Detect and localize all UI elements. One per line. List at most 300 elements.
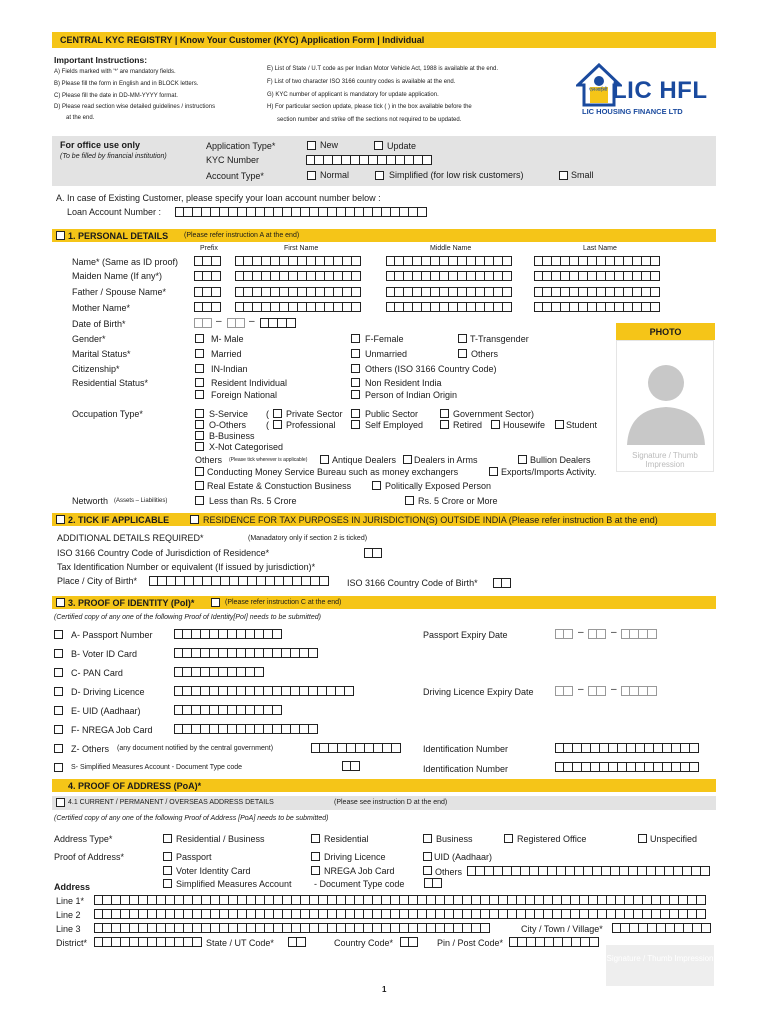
char-box[interactable] — [229, 895, 238, 905]
foreign-checkbox[interactable] — [195, 390, 204, 399]
char-box[interactable] — [166, 937, 175, 947]
char-box[interactable] — [194, 576, 203, 586]
char-box[interactable] — [192, 629, 201, 639]
char-box[interactable] — [157, 909, 166, 919]
poa-others-checkbox[interactable] — [423, 866, 432, 875]
char-box[interactable] — [373, 909, 382, 919]
char-box[interactable] — [436, 923, 445, 933]
poa-dl-checkbox[interactable] — [311, 852, 320, 861]
char-box[interactable] — [364, 207, 373, 217]
char-box[interactable] — [201, 667, 210, 677]
char-box[interactable] — [405, 155, 414, 165]
char-box[interactable] — [284, 576, 293, 586]
char-box[interactable] — [485, 866, 494, 876]
char-box[interactable] — [343, 302, 352, 312]
char-box[interactable] — [369, 155, 378, 165]
char-box[interactable] — [467, 256, 476, 266]
occ-retired-checkbox[interactable] — [440, 420, 449, 429]
char-box[interactable] — [94, 923, 103, 933]
char-box[interactable] — [607, 895, 616, 905]
char-box[interactable] — [139, 909, 148, 919]
char-box[interactable] — [300, 724, 309, 734]
char-box[interactable] — [274, 207, 283, 217]
char-box[interactable] — [534, 271, 543, 281]
char-box[interactable] — [112, 909, 121, 919]
char-box[interactable] — [543, 302, 552, 312]
char-box[interactable] — [436, 909, 445, 919]
char-box[interactable] — [629, 866, 638, 876]
char-box[interactable] — [602, 866, 611, 876]
char-box[interactable] — [647, 866, 656, 876]
pep-checkbox[interactable] — [372, 481, 381, 490]
char-box[interactable] — [329, 743, 338, 753]
char-box[interactable] — [413, 271, 422, 281]
char-box[interactable] — [238, 207, 247, 217]
char-box[interactable] — [316, 287, 325, 297]
arms-checkbox[interactable] — [403, 455, 412, 464]
char-box[interactable] — [579, 271, 588, 281]
char-box[interactable] — [316, 256, 325, 266]
char-box[interactable] — [396, 155, 405, 165]
prefix-boxes[interactable] — [194, 287, 221, 297]
char-box[interactable] — [193, 923, 202, 933]
char-box[interactable] — [287, 318, 296, 328]
char-box[interactable] — [467, 302, 476, 312]
char-box[interactable] — [271, 302, 280, 312]
char-box[interactable] — [220, 909, 229, 919]
char-box[interactable] — [184, 207, 193, 217]
char-box[interactable] — [229, 207, 238, 217]
address-line1-boxes[interactable] — [94, 895, 706, 905]
char-box[interactable] — [194, 318, 203, 328]
char-box[interactable] — [485, 271, 494, 281]
char-box[interactable] — [203, 287, 212, 297]
char-box[interactable] — [663, 743, 672, 753]
char-box[interactable] — [543, 271, 552, 281]
char-box[interactable] — [273, 686, 282, 696]
char-box[interactable] — [642, 256, 651, 266]
dl-expiry-year[interactable] — [621, 686, 657, 696]
char-box[interactable] — [266, 576, 275, 586]
char-box[interactable] — [309, 648, 318, 658]
char-box[interactable] — [273, 724, 282, 734]
char-box[interactable] — [298, 287, 307, 297]
char-box[interactable] — [219, 705, 228, 715]
char-box[interactable] — [545, 937, 554, 947]
char-box[interactable] — [244, 271, 253, 281]
char-box[interactable] — [634, 909, 643, 919]
occ-business-checkbox[interactable] — [195, 431, 204, 440]
char-box[interactable] — [485, 256, 494, 266]
char-box[interactable] — [618, 743, 627, 753]
char-box[interactable] — [503, 271, 512, 281]
last-name-boxes[interactable] — [534, 302, 660, 312]
char-box[interactable] — [235, 302, 244, 312]
char-box[interactable] — [193, 937, 202, 947]
char-box[interactable] — [184, 909, 193, 919]
char-box[interactable] — [620, 866, 629, 876]
address-line2-boxes[interactable] — [94, 909, 706, 919]
poi-checkbox[interactable] — [56, 598, 65, 607]
char-box[interactable] — [633, 256, 642, 266]
char-box[interactable] — [467, 271, 476, 281]
char-box[interactable] — [238, 909, 247, 919]
char-box[interactable] — [212, 271, 221, 281]
char-box[interactable] — [590, 937, 599, 947]
dl-expiry-day[interactable] — [555, 686, 573, 696]
char-box[interactable] — [343, 256, 352, 266]
char-box[interactable] — [588, 629, 597, 639]
char-box[interactable] — [255, 648, 264, 658]
char-box[interactable] — [597, 629, 606, 639]
char-box[interactable] — [535, 895, 544, 905]
char-box[interactable] — [334, 271, 343, 281]
district-boxes[interactable] — [94, 937, 202, 947]
char-box[interactable] — [333, 155, 342, 165]
char-box[interactable] — [174, 629, 183, 639]
char-box[interactable] — [661, 909, 670, 919]
char-box[interactable] — [690, 743, 699, 753]
char-box[interactable] — [301, 207, 310, 217]
char-box[interactable] — [265, 909, 274, 919]
char-box[interactable] — [526, 909, 535, 919]
char-box[interactable] — [490, 909, 499, 919]
citizenship-others-checkbox[interactable] — [351, 364, 360, 373]
char-box[interactable] — [693, 923, 702, 933]
char-box[interactable] — [337, 895, 346, 905]
char-box[interactable] — [307, 256, 316, 266]
char-box[interactable] — [246, 686, 255, 696]
char-box[interactable] — [639, 923, 648, 933]
char-box[interactable] — [555, 762, 564, 772]
char-box[interactable] — [364, 548, 373, 558]
occ-professional-checkbox[interactable] — [273, 420, 282, 429]
money-bureau-checkbox[interactable] — [195, 467, 204, 476]
char-box[interactable] — [291, 648, 300, 658]
char-box[interactable] — [315, 155, 324, 165]
char-box[interactable] — [183, 705, 192, 715]
char-box[interactable] — [262, 271, 271, 281]
char-box[interactable] — [382, 923, 391, 933]
char-box[interactable] — [391, 895, 400, 905]
char-box[interactable] — [652, 909, 661, 919]
char-box[interactable] — [630, 629, 639, 639]
char-box[interactable] — [638, 866, 647, 876]
char-box[interactable] — [555, 629, 564, 639]
char-box[interactable] — [130, 937, 139, 947]
char-box[interactable] — [271, 271, 280, 281]
char-box[interactable] — [535, 909, 544, 919]
char-box[interactable] — [651, 271, 660, 281]
char-box[interactable] — [244, 287, 253, 297]
char-box[interactable] — [409, 923, 418, 933]
char-box[interactable] — [564, 743, 573, 753]
char-box[interactable] — [454, 923, 463, 933]
char-box[interactable] — [588, 302, 597, 312]
char-box[interactable] — [319, 909, 328, 919]
marital-others-checkbox[interactable] — [458, 349, 467, 358]
poi-id-number-boxes[interactable] — [555, 743, 699, 753]
last-name-boxes[interactable] — [534, 256, 660, 266]
char-box[interactable] — [202, 923, 211, 933]
char-box[interactable] — [374, 743, 383, 753]
char-box[interactable] — [395, 302, 404, 312]
char-box[interactable] — [382, 895, 391, 905]
char-box[interactable] — [651, 287, 660, 297]
char-box[interactable] — [282, 686, 291, 696]
char-box[interactable] — [325, 271, 334, 281]
char-box[interactable] — [493, 578, 502, 588]
dob-day-boxes[interactable] — [194, 318, 212, 328]
char-box[interactable] — [400, 207, 409, 217]
char-box[interactable] — [264, 629, 273, 639]
poi-passport-checkbox[interactable] — [54, 630, 63, 639]
char-box[interactable] — [579, 302, 588, 312]
char-box[interactable] — [210, 667, 219, 677]
char-box[interactable] — [201, 686, 210, 696]
char-box[interactable] — [552, 302, 561, 312]
char-box[interactable] — [194, 302, 203, 312]
char-box[interactable] — [606, 256, 615, 266]
char-box[interactable] — [588, 287, 597, 297]
char-box[interactable] — [494, 287, 503, 297]
citizenship-indian-checkbox[interactable] — [195, 364, 204, 373]
poi-simplified-boxes[interactable] — [342, 761, 360, 771]
middle-name-boxes[interactable] — [386, 256, 512, 266]
char-box[interactable] — [502, 578, 511, 588]
char-box[interactable] — [418, 923, 427, 933]
char-box[interactable] — [309, 724, 318, 734]
poi-others-checkbox[interactable] — [54, 744, 63, 753]
char-box[interactable] — [382, 207, 391, 217]
char-box[interactable] — [548, 866, 557, 876]
char-box[interactable] — [264, 724, 273, 734]
char-box[interactable] — [228, 686, 237, 696]
poa-uid-checkbox[interactable] — [423, 852, 432, 861]
char-box[interactable] — [365, 743, 374, 753]
occ-service-checkbox[interactable] — [195, 409, 204, 418]
char-box[interactable] — [328, 923, 337, 933]
char-box[interactable] — [246, 724, 255, 734]
char-box[interactable] — [561, 302, 570, 312]
char-box[interactable] — [508, 909, 517, 919]
char-box[interactable] — [679, 909, 688, 919]
char-box[interactable] — [212, 302, 221, 312]
char-box[interactable] — [575, 866, 584, 876]
networth-less-checkbox[interactable] — [195, 496, 204, 505]
char-box[interactable] — [264, 705, 273, 715]
poi-title-checkbox[interactable] — [211, 598, 220, 607]
char-box[interactable] — [246, 648, 255, 658]
char-box[interactable] — [121, 923, 130, 933]
char-box[interactable] — [609, 762, 618, 772]
char-box[interactable] — [121, 895, 130, 905]
char-box[interactable] — [386, 287, 395, 297]
char-box[interactable] — [609, 743, 618, 753]
poi-voter-boxes[interactable] — [174, 648, 318, 658]
char-box[interactable] — [289, 287, 298, 297]
char-box[interactable] — [611, 866, 620, 876]
char-box[interactable] — [579, 287, 588, 297]
char-box[interactable] — [307, 287, 316, 297]
char-box[interactable] — [283, 207, 292, 217]
char-box[interactable] — [342, 155, 351, 165]
char-box[interactable] — [239, 576, 248, 586]
char-box[interactable] — [564, 686, 573, 696]
char-box[interactable] — [476, 271, 485, 281]
char-box[interactable] — [148, 895, 157, 905]
char-box[interactable] — [158, 576, 167, 586]
char-box[interactable] — [148, 937, 157, 947]
char-box[interactable] — [220, 895, 229, 905]
char-box[interactable] — [612, 923, 621, 933]
poa-doc-type-boxes[interactable] — [424, 878, 442, 888]
char-box[interactable] — [298, 302, 307, 312]
char-box[interactable] — [476, 256, 485, 266]
char-box[interactable] — [280, 302, 289, 312]
char-box[interactable] — [553, 895, 562, 905]
char-box[interactable] — [139, 923, 148, 933]
char-box[interactable] — [391, 909, 400, 919]
char-box[interactable] — [237, 629, 246, 639]
char-box[interactable] — [149, 576, 158, 586]
last-name-boxes[interactable] — [534, 287, 660, 297]
char-box[interactable] — [355, 909, 364, 919]
char-box[interactable] — [588, 686, 597, 696]
char-box[interactable] — [248, 576, 257, 586]
char-box[interactable] — [539, 866, 548, 876]
char-box[interactable] — [672, 743, 681, 753]
char-box[interactable] — [253, 302, 262, 312]
char-box[interactable] — [679, 895, 688, 905]
dl-expiry-month[interactable] — [588, 686, 606, 696]
char-box[interactable] — [701, 866, 710, 876]
char-box[interactable] — [573, 762, 582, 772]
char-box[interactable] — [328, 207, 337, 217]
char-box[interactable] — [298, 256, 307, 266]
char-box[interactable] — [262, 256, 271, 266]
char-box[interactable] — [355, 923, 364, 933]
char-box[interactable] — [645, 743, 654, 753]
char-box[interactable] — [472, 895, 481, 905]
char-box[interactable] — [661, 895, 670, 905]
char-box[interactable] — [183, 686, 192, 696]
char-box[interactable] — [395, 256, 404, 266]
char-box[interactable] — [499, 895, 508, 905]
char-box[interactable] — [378, 155, 387, 165]
char-box[interactable] — [431, 271, 440, 281]
poa-simplified-checkbox[interactable] — [163, 879, 172, 888]
char-box[interactable] — [278, 318, 287, 328]
char-box[interactable] — [346, 895, 355, 905]
char-box[interactable] — [201, 629, 210, 639]
poa-passport-checkbox[interactable] — [163, 852, 172, 861]
char-box[interactable] — [392, 743, 401, 753]
char-box[interactable] — [265, 207, 274, 217]
char-box[interactable] — [476, 302, 485, 312]
poi-pan-boxes[interactable] — [174, 667, 264, 677]
char-box[interactable] — [440, 271, 449, 281]
char-box[interactable] — [237, 648, 246, 658]
char-box[interactable] — [639, 629, 648, 639]
char-box[interactable] — [633, 287, 642, 297]
char-box[interactable] — [210, 686, 219, 696]
char-box[interactable] — [235, 271, 244, 281]
char-box[interactable] — [481, 909, 490, 919]
char-box[interactable] — [247, 923, 256, 933]
char-box[interactable] — [203, 576, 212, 586]
char-box[interactable] — [476, 287, 485, 297]
char-box[interactable] — [94, 895, 103, 905]
char-box[interactable] — [175, 895, 184, 905]
char-box[interactable] — [210, 648, 219, 658]
char-box[interactable] — [247, 895, 256, 905]
char-box[interactable] — [318, 686, 327, 696]
char-box[interactable] — [431, 302, 440, 312]
char-box[interactable] — [356, 743, 365, 753]
char-box[interactable] — [328, 909, 337, 919]
char-box[interactable] — [571, 895, 580, 905]
char-box[interactable] — [201, 724, 210, 734]
char-box[interactable] — [235, 287, 244, 297]
char-box[interactable] — [320, 576, 329, 586]
char-box[interactable] — [343, 271, 352, 281]
char-box[interactable] — [192, 648, 201, 658]
state-boxes[interactable] — [288, 937, 306, 947]
char-box[interactable] — [572, 937, 581, 947]
char-box[interactable] — [564, 762, 573, 772]
char-box[interactable] — [324, 155, 333, 165]
char-box[interactable] — [552, 256, 561, 266]
char-box[interactable] — [573, 743, 582, 753]
prefix-boxes[interactable] — [194, 256, 221, 266]
char-box[interactable] — [494, 256, 503, 266]
personal-details-checkbox[interactable] — [56, 231, 65, 240]
char-box[interactable] — [467, 866, 476, 876]
char-box[interactable] — [316, 271, 325, 281]
char-box[interactable] — [212, 256, 221, 266]
char-box[interactable] — [591, 743, 600, 753]
poa-others-boxes[interactable] — [467, 866, 710, 876]
char-box[interactable] — [351, 155, 360, 165]
country-boxes[interactable] — [400, 937, 418, 947]
char-box[interactable] — [282, 648, 291, 658]
char-box[interactable] — [636, 762, 645, 772]
char-box[interactable] — [454, 895, 463, 905]
char-box[interactable] — [527, 937, 536, 947]
poi-uid-checkbox[interactable] — [54, 706, 63, 715]
char-box[interactable] — [543, 287, 552, 297]
char-box[interactable] — [193, 909, 202, 919]
char-box[interactable] — [597, 686, 606, 696]
char-box[interactable] — [553, 909, 562, 919]
char-box[interactable] — [688, 909, 697, 919]
char-box[interactable] — [373, 923, 382, 933]
char-box[interactable] — [166, 895, 175, 905]
char-box[interactable] — [220, 923, 229, 933]
char-box[interactable] — [561, 256, 570, 266]
char-box[interactable] — [311, 743, 320, 753]
char-box[interactable] — [325, 256, 334, 266]
char-box[interactable] — [391, 923, 400, 933]
char-box[interactable] — [651, 302, 660, 312]
char-box[interactable] — [688, 895, 697, 905]
char-box[interactable] — [342, 761, 351, 771]
char-box[interactable] — [517, 895, 526, 905]
char-box[interactable] — [94, 937, 103, 947]
char-box[interactable] — [253, 256, 262, 266]
char-box[interactable] — [618, 762, 627, 772]
